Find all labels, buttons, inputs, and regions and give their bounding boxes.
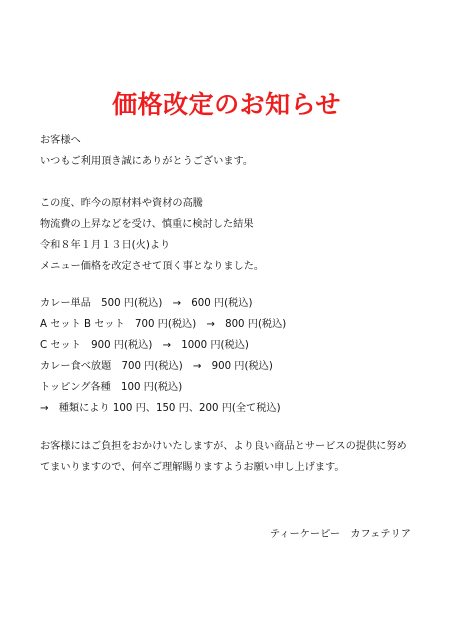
notice-title: 価格改定のお知らせ [112, 90, 341, 119]
thanks-message: いつもご利用頂き誠にありがとうございます。 [40, 156, 254, 167]
closing-line: お客様にはご負担をおかけいたしますが、より良い商品とサービスの提供に努め [40, 441, 407, 452]
price-line: トッピング各種 100 円(税込) [40, 382, 183, 393]
price-line: カレー食べ放題 700 円(税込) → 900 円(税込) [40, 361, 273, 372]
price-line: A セット B セット 700 円(税込) → 800 円(税込) [40, 319, 287, 330]
body-line: 物流費の上昇などを受け、慎重に検討した結果 [40, 219, 254, 230]
signature: ティーケーピー カフェテリア [270, 529, 411, 540]
body-line: この度、昨今の原材料や資材の高騰 [40, 198, 203, 209]
body-line: 令和８年１月１３日(火)より [40, 240, 171, 251]
greeting: お客様へ [40, 135, 81, 146]
body-line: メニュー価格を改定させて頂く事となりました。 [40, 261, 265, 272]
price-line: カレー単品 500 円(税込) → 600 円(税込) [40, 298, 253, 309]
price-line: C セット 900 円(税込) → 1000 円(税込) [40, 340, 249, 351]
price-line: → 種類により 100 円、150 円、200 円(全て税込) [40, 403, 281, 414]
closing-line: てまいりますので、何卒ご理解賜りますようお願い申し上げます。 [40, 462, 345, 473]
